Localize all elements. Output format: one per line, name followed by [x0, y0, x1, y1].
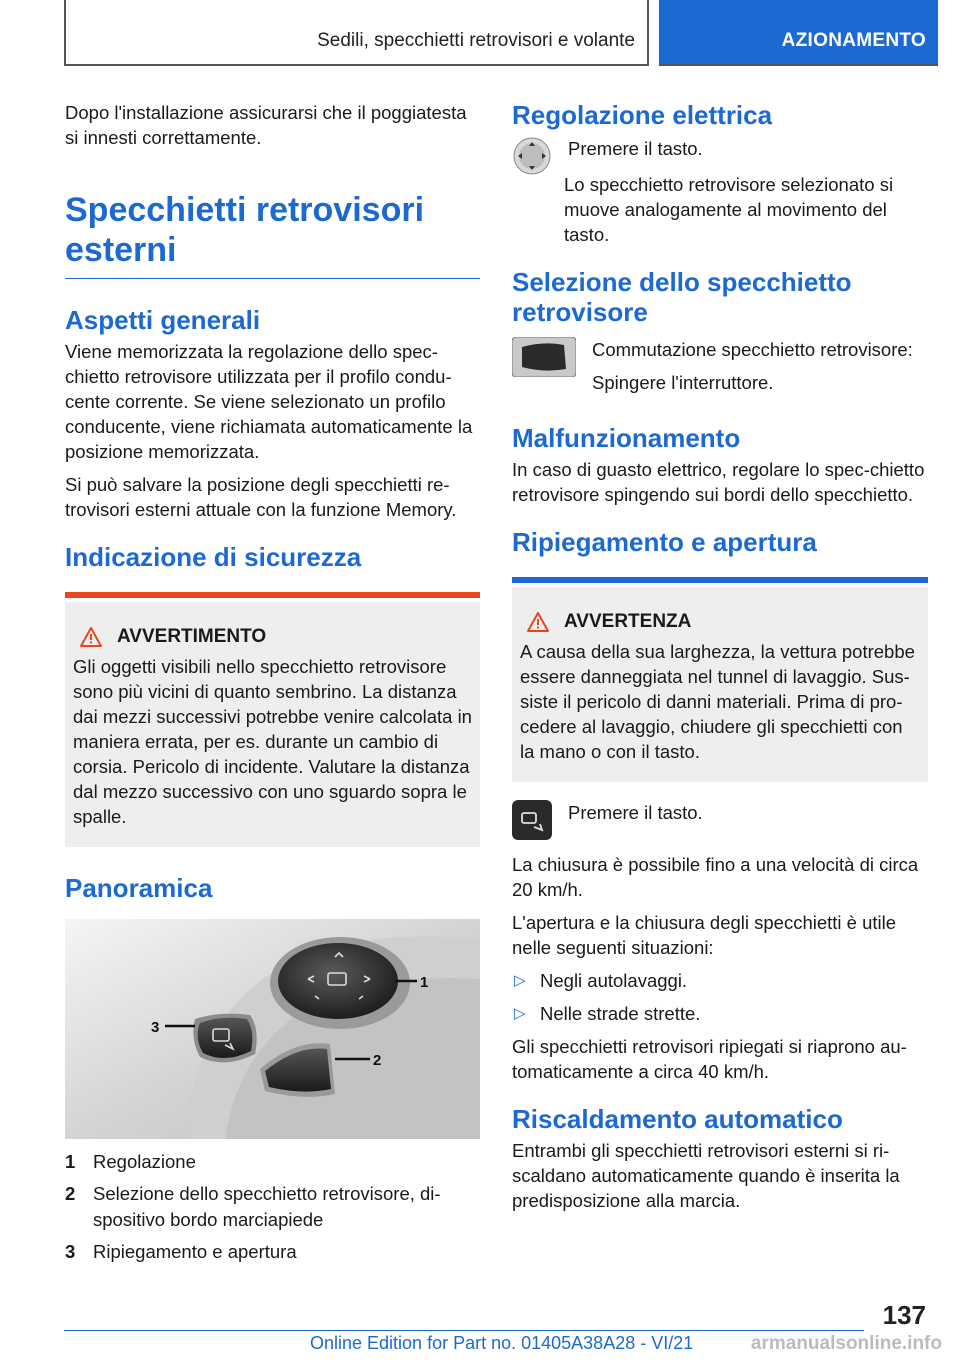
header-section-tab	[64, 0, 649, 66]
bullet-text: Negli autolavaggi.	[540, 970, 688, 991]
electric-step: Premere il tasto.	[568, 138, 703, 159]
select-step-text	[592, 337, 913, 403]
bullet-item	[512, 1001, 928, 1026]
legend-text: Ripiegamento e apertura	[93, 1241, 297, 1262]
mirror-fold-button-icon	[512, 800, 552, 840]
callout-1: 1	[420, 974, 429, 991]
legend-text: Selezione dello specchietto retrovisore, di-spositivo bordo marciapiede	[93, 1183, 441, 1230]
bullet-item	[512, 968, 928, 993]
caution-text: A causa della sua larghezza, la vettura potrebbe essere danneggiata nel tunnel di lavaggio. Sus-siste il pericolo di danni materiali. Prima di pro-cedere al lavaggio, chiudere gli specchietti con la mano o con il tasto.	[520, 641, 915, 762]
intro-paragraph: Dopo l'installazione assicurarsi che il poggiatesta si innesti correttamente.	[65, 102, 467, 148]
callout-2: 2	[373, 1052, 382, 1069]
warning-title: AVVERTIMENTO	[117, 626, 267, 647]
safety-title: Indicazione di sicurezza	[65, 542, 480, 598]
warning-triangle-icon	[526, 611, 550, 633]
right-column	[512, 100, 928, 1221]
legend-number: 1	[65, 1151, 76, 1172]
legend-number: 2	[65, 1183, 76, 1204]
caution-box	[512, 587, 928, 782]
legend-item	[65, 1181, 480, 1233]
fold-step-row	[512, 800, 928, 840]
warning-text: Gli oggetti visibili nello specchietto retrovisore sono più vicini di quanto sembrino. La distanza dai mezzi successivi potrebbe venire calcolata in maniera errata, per es. durante un cambio di corsia. Pericolo di incidente. Valutare la distanza dal mezzo successivo con uno sguardo sopra le spalle.	[73, 656, 472, 827]
caution-title: AVVERTENZA	[564, 611, 692, 632]
bullet-triangle-icon: ▷	[514, 972, 526, 989]
page-number: 137	[882, 1300, 926, 1330]
legend-list	[65, 1149, 480, 1265]
mirror-joystick-icon	[512, 136, 552, 176]
fault-text: In caso di guasto elettrico, regolare lo spec-chietto retrovisore spingendo sui bordi dello specchietto.	[512, 459, 925, 505]
mirror-controls-image	[65, 919, 480, 1139]
bullet-text: Nelle strade strette.	[540, 1003, 701, 1024]
general-paragraph-2: Si può salvare la posizione degli specchietti re-trovisori esterni attuale con la funzione Memory.	[65, 474, 457, 520]
fold-paragraph-2: L'apertura e la chiusura degli specchietti è utile nelle seguenti situazioni:	[512, 912, 897, 958]
fold-paragraph-3: Gli specchietti retrovisori ripiegati si riaprono au-tomaticamente a circa 40 km/h.	[512, 1036, 907, 1082]
select-step-2: Spingere l'interruttore.	[592, 372, 774, 393]
fold-paragraph-1: La chiusura è possibile fino a una velocità di circa 20 km/h.	[512, 854, 919, 900]
callout-3: 3	[151, 1019, 160, 1036]
legend-item	[65, 1239, 480, 1265]
warning-header	[73, 626, 472, 648]
general-title: Aspetti generali	[65, 305, 261, 335]
watermark: armanualsonline.info	[750, 1333, 942, 1354]
mirror-selector-icon	[512, 337, 576, 377]
header-chapter-tab	[659, 0, 938, 66]
warning-triangle-icon	[79, 626, 103, 648]
select-title: Selezione dello specchietto retrovisore	[512, 267, 852, 327]
fold-step: Premere il tasto.	[568, 802, 703, 823]
main-title: Specchietti retrovisori esterni	[65, 190, 480, 279]
heat-text: Entrambi gli specchietti retrovisori esterni si ri-scaldano automaticamente quando è inserita la predisposizione alla marcia.	[512, 1140, 900, 1211]
electric-desc-1	[512, 172, 928, 247]
warning-box	[65, 602, 480, 847]
legend-text: Regolazione	[93, 1151, 196, 1172]
general-paragraph-1: Viene memorizzata la regolazione dello spec-chietto retrovisore utilizzata per il profilo condu-cente corrente. Se viene selezionato un profilo conducente, viene richiamata automaticamente la posizione memorizzata.	[65, 341, 473, 462]
bullet-triangle-icon: ▷	[514, 1005, 526, 1022]
edition-text: Online Edition for Part no. 01405A38A28 - VI/21	[310, 1333, 694, 1353]
footer-divider	[64, 1330, 864, 1331]
left-column	[65, 100, 480, 1271]
legend-number: 3	[65, 1241, 76, 1262]
overview-title: Panoramica	[65, 873, 213, 903]
fault-title: Malfunzionamento	[512, 423, 741, 453]
caution-header	[520, 611, 920, 633]
select-step-row	[512, 337, 928, 403]
fold-title: Ripiegamento e apertura	[512, 527, 928, 583]
header-chapter-title: AZIONAMENTO	[781, 30, 926, 51]
electric-title: Regolazione elettrica	[512, 100, 773, 130]
header-section-title: Sedili, specchietti retrovisori e volante	[317, 30, 635, 51]
electric-description: Lo specchietto retrovisore selezionato si muove analogamente al movimento del tasto.	[564, 174, 894, 245]
electric-step-row	[512, 136, 928, 176]
select-step-1: Commutazione specchietto retrovisore:	[592, 339, 913, 360]
heat-title: Riscaldamento automatico	[512, 1104, 843, 1134]
legend-item	[65, 1149, 480, 1175]
